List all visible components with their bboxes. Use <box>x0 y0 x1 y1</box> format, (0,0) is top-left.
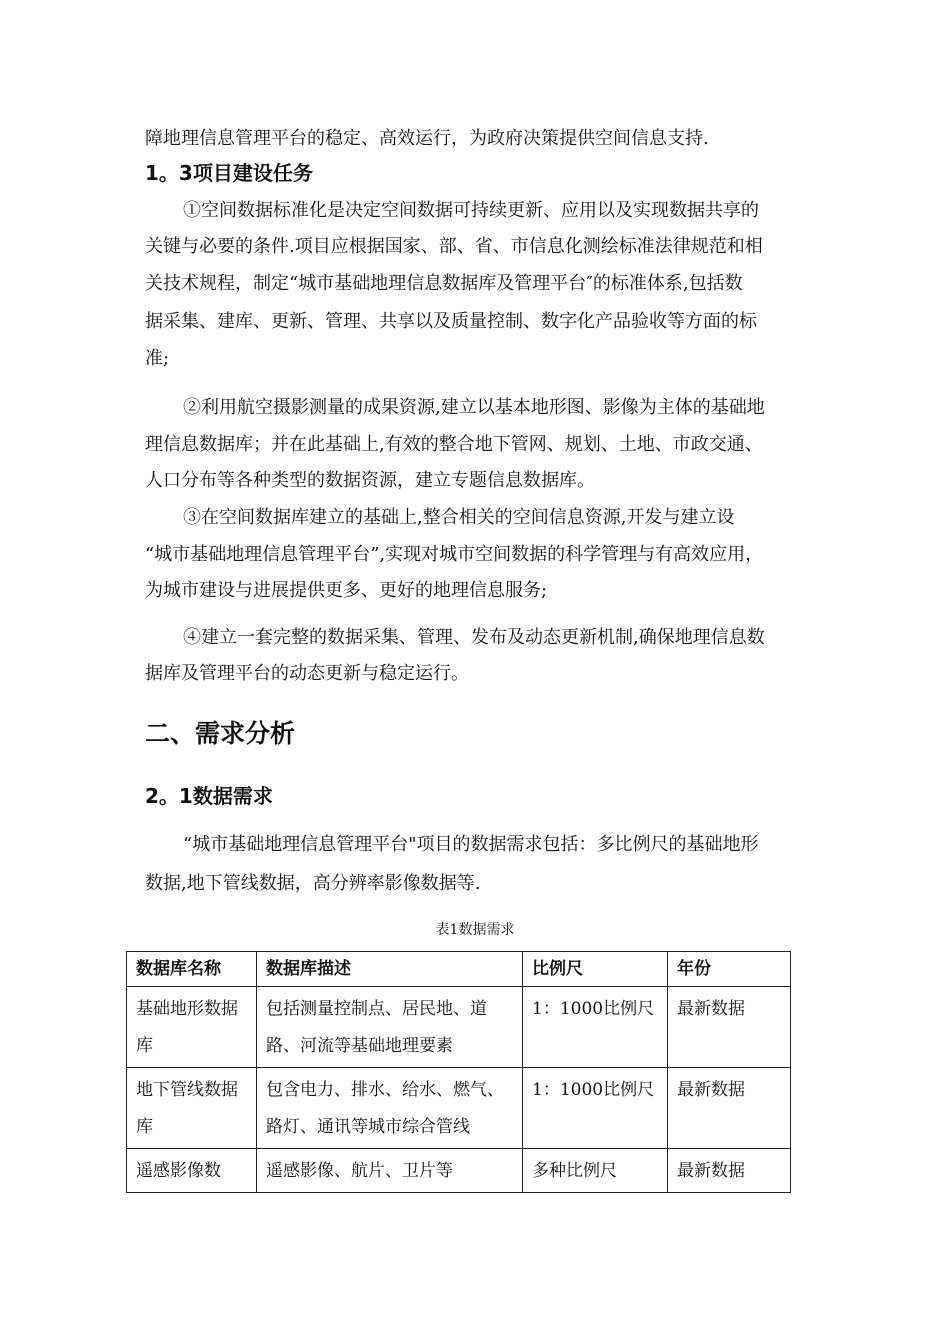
table-row <box>127 1068 791 1149</box>
para1-line-1: ①空间数据标准化是决定空间数据可持续更新、应用以及实现数据共享的 <box>183 200 759 221</box>
para5-line-1: “城市基础地理信息管理平台"项目的数据需求包括：多比例尺的基础地形 <box>183 834 759 855</box>
para3-line-3: 为城市建设与进展提供更多、更好的地理信息服务; <box>145 580 548 601</box>
cell-year: 最新数据 <box>677 999 745 1019</box>
cell-scale: 1：1000比例尺 <box>532 999 655 1019</box>
para4-line-2: 据库及管理平台的动态更新与稳定运行。 <box>145 663 469 684</box>
table-header-row <box>127 952 791 987</box>
para3-line-1: ③在空间数据库建立的基础上,整合相关的空间信息资源,开发与建立设 <box>183 507 735 528</box>
para5-line-2: 数据,地下管线数据，高分辨率影像数据等. <box>145 873 481 894</box>
cell-year: 最新数据 <box>677 1080 745 1100</box>
header-scale: 比例尺 <box>523 952 668 987</box>
intro-tail-line: 障地理信息管理平台的稳定、高效运行，为政府决策提供空间信息支持. <box>145 128 709 149</box>
para1-line-5: 准; <box>145 348 170 369</box>
cell-db-name: 基础地形数据库 <box>136 999 238 1056</box>
header-db-name: 数据库名称 <box>127 952 257 987</box>
cell-db-name: 遥感影像数 <box>136 1161 221 1181</box>
cell-db-desc: 遥感影像、航片、卫片等 <box>266 1161 453 1181</box>
section-2-1-heading: 2。1数据需求 <box>145 784 273 808</box>
table-caption: 表1数据需求 <box>435 922 515 938</box>
cell-scale: 1：1000比例尺 <box>532 1080 655 1100</box>
cell-scale: 多种比例尺 <box>532 1161 617 1181</box>
para2-line-3: 人口分布等各种类型的数据资源，建立专题信息数据库。 <box>145 470 595 491</box>
header-db-desc: 数据库描述 <box>257 952 523 987</box>
cell-db-name: 地下管线数据库 <box>136 1080 238 1137</box>
para1-line-3: 关技术规程，制定“城市基础地理信息数据库及管理平台″的标准体系,包括数 <box>145 273 743 294</box>
section-2-heading: 二、需求分析 <box>145 719 296 748</box>
section-1-3-heading: 1。3项目建设任务 <box>145 161 313 185</box>
para4-line-1: ④建立一套完整的数据采集、管理、发布及动态更新机制,确保地理信息数 <box>183 627 765 648</box>
cell-year: 最新数据 <box>677 1161 745 1181</box>
table-row <box>127 1149 791 1193</box>
cell-db-desc: 包括测量控制点、居民地、道路、河流等基础地理要素 <box>266 999 487 1056</box>
para2-line-1: ②利用航空摄影测量的成果资源,建立以基本地形图、影像为主体的基础地 <box>183 397 765 418</box>
para3-line-2: “城市基础地理信息管理平台”,实现对城市空间数据的科学管理与有高效应用， <box>145 544 764 565</box>
data-requirements-table <box>126 951 791 1193</box>
para1-line-2: 关键与必要的条件.项目应根据国家、部、省、市信息化测绘标准法律规范和相 <box>145 236 763 257</box>
table-row <box>127 987 791 1068</box>
para2-line-2: 理信息数据库；并在此基础上,有效的整合地下管网、规划、土地、市政交通、 <box>145 434 763 455</box>
header-year: 年份 <box>668 952 791 987</box>
para1-line-4: 据采集、建库、更新、管理、共享以及质量控制、数字化产品验收等方面的标 <box>145 311 757 332</box>
cell-db-desc: 包含电力、排水、给水、燃气、路灯、通讯等城市综合管线 <box>266 1080 504 1137</box>
